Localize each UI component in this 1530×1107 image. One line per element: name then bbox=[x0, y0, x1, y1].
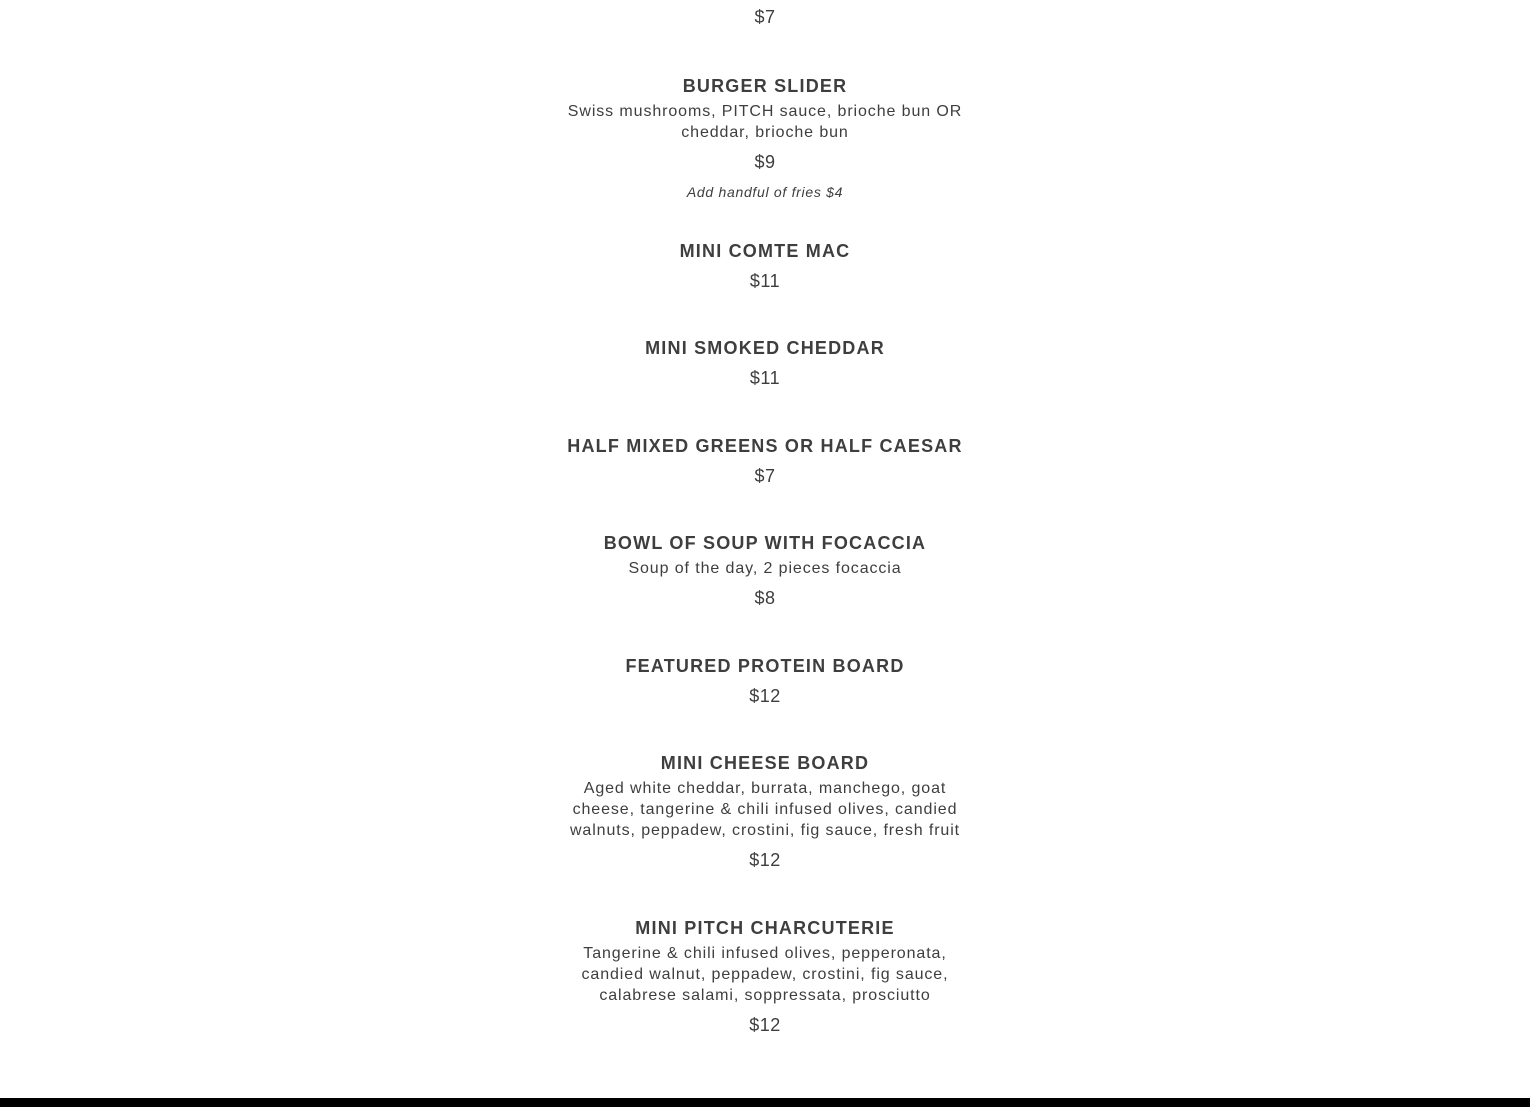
item-title: MINI CHEESE BOARD bbox=[660, 753, 870, 773]
item-price: $11 bbox=[749, 368, 781, 388]
menu-item-mini-cheese-board bbox=[565, 752, 965, 871]
menu-item-half-greens bbox=[565, 435, 965, 487]
item-title: BOWL OF SOUP WITH FOCACCIA bbox=[603, 533, 927, 553]
item-price: $11 bbox=[749, 271, 781, 291]
menu-item-mini-smoked-cheddar bbox=[565, 337, 965, 389]
menu-item-previous bbox=[565, 0, 965, 28]
item-price: $7 bbox=[754, 7, 776, 27]
item-description: Soup of the day, 2 pieces focaccia bbox=[628, 560, 902, 577]
item-price: $9 bbox=[754, 152, 776, 172]
item-price: $7 bbox=[754, 466, 776, 486]
item-title: FEATURED PROTEIN BOARD bbox=[625, 656, 905, 676]
item-title: MINI SMOKED CHEDDAR bbox=[645, 338, 885, 358]
item-price: $8 bbox=[754, 588, 776, 608]
footer-bar bbox=[0, 1098, 1530, 1107]
item-title: HALF MIXED GREENS OR HALF CAESAR bbox=[567, 436, 963, 456]
item-description: Tangerine & chili infused olives, pepperonata, candied walnut, peppadew, crostini, fig sauce, calabrese salami, soppressata, prosciutto bbox=[581, 945, 949, 1004]
menu-item-mini-comte-mac bbox=[565, 240, 965, 292]
menu-item-burger-slider bbox=[565, 75, 965, 201]
item-price: $12 bbox=[749, 686, 781, 706]
item-description: Swiss mushrooms, PITCH sauce, brioche bun OR cheddar, brioche bun bbox=[567, 103, 963, 141]
item-title: MINI COMTE MAC bbox=[679, 241, 851, 261]
item-note: Add handful of fries $4 bbox=[686, 184, 844, 200]
menu-item-bowl-of-soup bbox=[565, 532, 965, 609]
menu-item-featured-protein-board bbox=[565, 655, 965, 707]
item-description: Aged white cheddar, burrata, manchego, goat cheese, tangerine & chili infused olives, candied walnuts, peppadew, crostini, fig sauce, fresh fruit bbox=[569, 780, 961, 839]
item-title: BURGER SLIDER bbox=[682, 76, 848, 96]
item-price: $12 bbox=[749, 1015, 781, 1035]
item-price: $12 bbox=[749, 850, 781, 870]
menu-item-mini-pitch-charcuterie bbox=[565, 917, 965, 1036]
item-title: MINI PITCH CHARCUTERIE bbox=[635, 918, 895, 938]
